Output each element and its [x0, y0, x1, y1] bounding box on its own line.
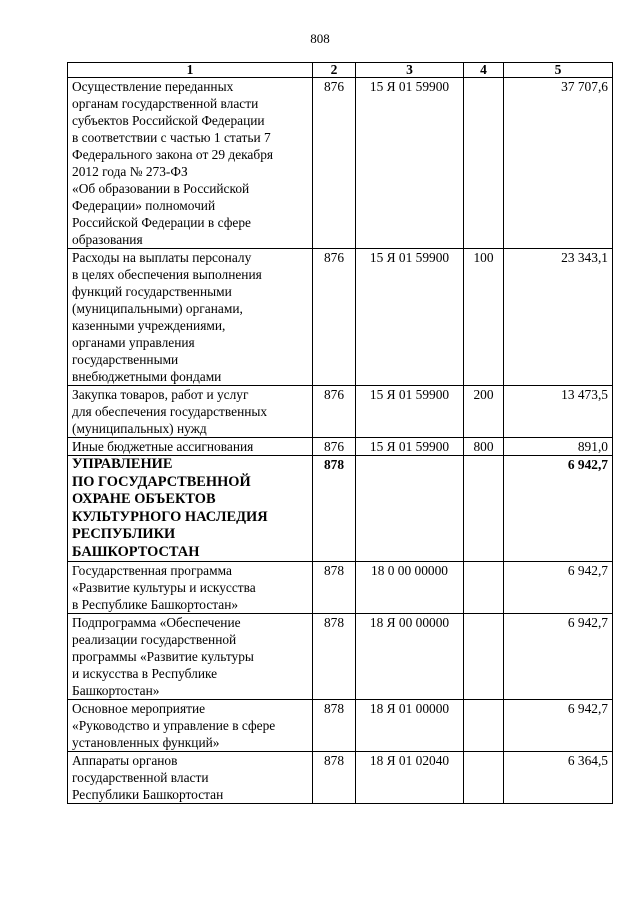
- row-expense-type: [464, 700, 504, 752]
- row-target-article: 15 Я 01 59900: [356, 249, 464, 386]
- table-row: [68, 78, 613, 249]
- header-col-5: 5: [504, 63, 613, 78]
- row-amount: 23 343,1: [504, 249, 613, 386]
- row-target-article: [356, 456, 464, 562]
- row-amount: 6 942,7: [504, 614, 613, 700]
- row-target-article: 15 Я 01 59900: [356, 78, 464, 249]
- row-target-article: 15 Я 01 59900: [356, 438, 464, 456]
- row-expense-type: [464, 562, 504, 614]
- row-target-article: 18 Я 00 00000: [356, 614, 464, 700]
- row-amount: 891,0: [504, 438, 613, 456]
- header-row: [68, 63, 613, 78]
- table-row: [68, 386, 613, 438]
- row-name: Осуществление переданных органам государственной власти субъектов Российской Федерации в соответствии с частью 1 статьи 7 Федерального закона от 29 декабря 2012 года № 273-ФЗ «Об образовании в Российской Федерации» полномочий Российской Федерации в сфере образования: [68, 78, 313, 249]
- table-row: [68, 562, 613, 614]
- row-expense-type: [464, 456, 504, 562]
- table-row: [68, 438, 613, 456]
- row-amount: 6 942,7: [504, 700, 613, 752]
- row-code: 876: [313, 78, 356, 249]
- table-row: [68, 249, 613, 386]
- row-expense-type: 100: [464, 249, 504, 386]
- row-target-article: 18 Я 01 02040: [356, 752, 464, 804]
- row-code: 876: [313, 438, 356, 456]
- table-row: [68, 752, 613, 804]
- row-amount: 37 707,6: [504, 78, 613, 249]
- row-amount: 13 473,5: [504, 386, 613, 438]
- header-col-3: 3: [356, 63, 464, 78]
- header-col-2: 2: [313, 63, 356, 78]
- header-col-1: 1: [68, 63, 313, 78]
- row-code: 876: [313, 386, 356, 438]
- page-number: 808: [310, 31, 330, 46]
- row-target-article: 18 0 00 00000: [356, 562, 464, 614]
- row-name: Расходы на выплаты персоналу в целях обеспечения выполнения функций государственными (муниципальными) органами, казенными учреждениями, органами управления государственными внебюджетными фондами: [68, 249, 313, 386]
- row-name: Аппараты органов государственной власти Республики Башкортостан: [68, 752, 313, 804]
- row-amount: 6 942,7: [504, 456, 613, 562]
- row-target-article: 18 Я 01 00000: [356, 700, 464, 752]
- row-amount: 6 364,5: [504, 752, 613, 804]
- row-expense-type: 200: [464, 386, 504, 438]
- table-row: [68, 614, 613, 700]
- row-amount: 6 942,7: [504, 562, 613, 614]
- row-target-article: 15 Я 01 59900: [356, 386, 464, 438]
- row-code: 876: [313, 249, 356, 386]
- row-expense-type: [464, 78, 504, 249]
- row-name: УПРАВЛЕНИЕ ПО ГОСУДАРСТВЕННОЙ ОХРАНЕ ОБЪЕКТОВ КУЛЬТУРНОГО НАСЛЕДИЯ РЕСПУБЛИКИ БАШКОРТОСТАН: [68, 456, 313, 562]
- row-code: 878: [313, 562, 356, 614]
- row-code: 878: [313, 700, 356, 752]
- table-row: [68, 700, 613, 752]
- row-name: Иные бюджетные ассигнования: [68, 438, 313, 456]
- header-col-4: 4: [464, 63, 504, 78]
- row-expense-type: [464, 614, 504, 700]
- row-name: Государственная программа «Развитие культуры и искусства в Республике Башкортостан»: [68, 562, 313, 614]
- row-code: 878: [313, 614, 356, 700]
- row-name: Основное мероприятие «Руководство и управление в сфере установленных функций»: [68, 700, 313, 752]
- table-row-section-header: [68, 456, 613, 562]
- row-name: Подпрограмма «Обеспечение реализации государственной программы «Развитие культуры и искусства в Республике Башкортостан»: [68, 614, 313, 700]
- row-name: Закупка товаров, работ и услуг для обеспечения государственных (муниципальных) нужд: [68, 386, 313, 438]
- budget-table: [67, 62, 613, 804]
- row-code: 878: [313, 456, 356, 562]
- row-code: 878: [313, 752, 356, 804]
- row-expense-type: 800: [464, 438, 504, 456]
- row-expense-type: [464, 752, 504, 804]
